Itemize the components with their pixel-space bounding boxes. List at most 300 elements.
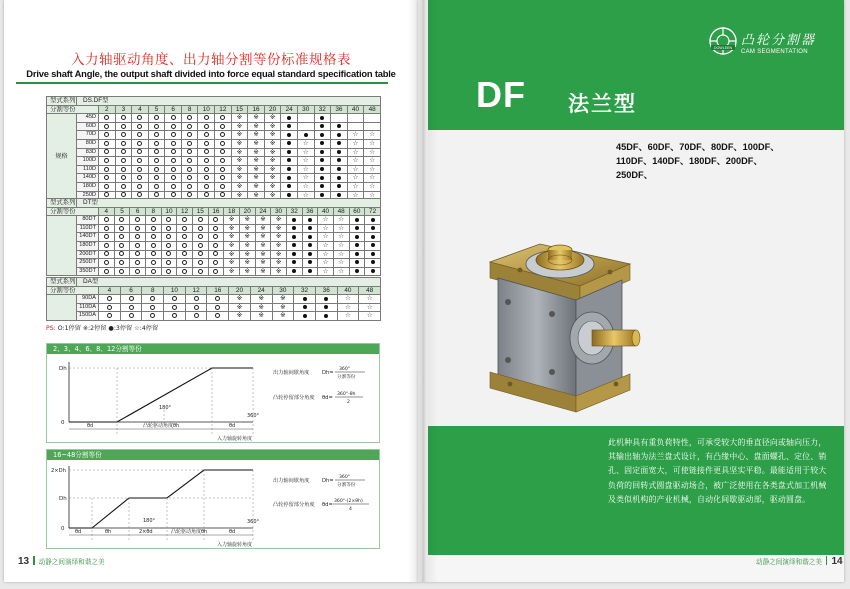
spec-cell xyxy=(148,182,165,191)
chart1-formula2-symbol: θd= xyxy=(322,395,333,401)
spec-cell: ※ xyxy=(255,250,271,259)
spec-cell xyxy=(164,295,186,304)
chart2-svg xyxy=(47,460,379,548)
division-header: 20 xyxy=(264,105,281,114)
spec-cell xyxy=(177,233,193,242)
spec-cell xyxy=(286,267,302,276)
spec-cell xyxy=(145,250,161,259)
spec-cell: ☆ xyxy=(347,182,364,191)
spec-cell xyxy=(331,148,348,157)
model-cell: 150DA xyxy=(77,312,99,321)
spec-cell xyxy=(164,303,186,312)
division-header: 15 xyxy=(231,105,248,114)
spec-cell: ※ xyxy=(239,250,255,259)
table-series-row xyxy=(47,97,381,106)
spec-cell: ☆ xyxy=(359,312,381,321)
chart1-x-axis-label: 入力轴旋转角度 xyxy=(217,436,253,442)
spec-cell xyxy=(192,250,208,259)
division-header: 40 xyxy=(347,105,364,114)
spec-cell: ☆ xyxy=(297,165,314,174)
product-description: 此机种具有重负荷特性，可承受较大的垂直径向或轴向压力，其输出轴为法兰盘式设计，有凸缘中心、盘面螺孔、定位、销孔、固定面宽大，可使链接件更具坚实平稳。最能适用于较大负荷的回转式圆盘驱动场合，被广泛使用在各类盘式加工机械及类似机构的产业机械，自动化间歇驱动部，驱动圆盘。 xyxy=(608,438,827,504)
spec-cell: ※ xyxy=(231,182,248,191)
spec-cell: ※ xyxy=(229,312,251,321)
spec-cell xyxy=(99,174,116,183)
table-row xyxy=(47,139,381,148)
spec-cell xyxy=(181,174,198,183)
spec-cell xyxy=(302,224,318,233)
spec-cell: ※ xyxy=(264,182,281,191)
spec-cell xyxy=(164,312,186,321)
brochure-spread xyxy=(4,0,844,582)
spec-cell xyxy=(314,148,331,157)
spec-cell: ※ xyxy=(229,303,251,312)
chart2-formula1-den: 分割等份 xyxy=(337,483,356,488)
table-divisions-row xyxy=(47,207,381,216)
spec-cell xyxy=(314,131,331,140)
model-cell: 80DT xyxy=(77,216,99,225)
model-cell: 83D xyxy=(77,148,99,157)
spec-cell xyxy=(130,224,146,233)
spec-cell: ※ xyxy=(231,122,248,131)
spec-cell xyxy=(215,122,232,131)
chart1-formula2-label: 凸轮停留部分角度 xyxy=(273,395,315,401)
spec-cell xyxy=(181,182,198,191)
spec-cell xyxy=(145,259,161,268)
chart1-x-end: 360° xyxy=(247,413,260,419)
spec-cell xyxy=(120,295,142,304)
spec-cell: ※ xyxy=(264,131,281,140)
chart2-x-mid: 180° xyxy=(143,518,156,524)
spec-cell: ☆ xyxy=(364,191,381,200)
table-row xyxy=(47,122,381,131)
left-page xyxy=(4,0,418,582)
chart1-svg xyxy=(47,354,379,442)
division-header: 30 xyxy=(271,207,287,216)
division-header: 8 xyxy=(181,105,198,114)
spec-cell: ☆ xyxy=(347,148,364,157)
model-cell: 180D xyxy=(77,182,99,191)
table-row xyxy=(47,165,381,174)
spec-cell xyxy=(286,250,302,259)
division-header: 36 xyxy=(315,286,337,295)
spec-cell xyxy=(297,131,314,140)
spec-cell xyxy=(148,139,165,148)
spec-cell xyxy=(99,312,121,321)
spec-cell xyxy=(331,114,348,123)
spec-cell xyxy=(315,295,337,304)
spec-cell xyxy=(331,157,348,166)
chart1-header: 2、3、4、6、8、12分割等份 xyxy=(47,344,379,354)
spec-cell xyxy=(365,259,381,268)
chart1-x-mid: 180° xyxy=(159,405,172,411)
spec-cell: ※ xyxy=(271,224,287,233)
spec-cell xyxy=(130,233,146,242)
spec-cell xyxy=(161,259,177,268)
spec-cell: ※ xyxy=(272,303,294,312)
division-header: 36 xyxy=(331,105,348,114)
spec-cell xyxy=(99,303,121,312)
division-header: 5 xyxy=(114,207,130,216)
spec-cell: ※ xyxy=(248,131,265,140)
table-row xyxy=(47,295,381,304)
spec-cell xyxy=(165,174,182,183)
model-list-line-1: 45DF、60DF、70DF、80DF、100DF、 xyxy=(616,142,780,152)
spec-cell xyxy=(297,114,314,123)
spec-cell xyxy=(115,114,132,123)
spec-cell xyxy=(115,174,132,183)
product-title-en: DF xyxy=(476,74,526,115)
division-header: 12 xyxy=(177,207,193,216)
spec-cell xyxy=(364,122,381,131)
spec-cell xyxy=(349,267,365,276)
spec-cell: ※ xyxy=(264,148,281,157)
brand-logo-icon xyxy=(708,26,738,56)
division-header: 30 xyxy=(297,105,314,114)
division-header: 12 xyxy=(185,286,207,295)
spec-cell xyxy=(181,139,198,148)
table-series-row xyxy=(47,199,381,208)
spec-cell xyxy=(145,216,161,225)
spec-cell xyxy=(99,131,116,140)
spec-cell xyxy=(165,157,182,166)
spec-cell xyxy=(130,259,146,268)
table-row xyxy=(47,267,381,276)
spec-cell xyxy=(302,267,318,276)
division-header: 6 xyxy=(120,286,142,295)
spec-cell xyxy=(181,122,198,131)
spec-cell xyxy=(181,165,198,174)
chart2-formula2-symbol: θd= xyxy=(322,502,333,508)
model-cell: 250DT xyxy=(77,259,99,268)
spec-cell xyxy=(314,174,331,183)
spec-cell xyxy=(148,122,165,131)
series-value: DT型 xyxy=(77,199,381,208)
spec-cell xyxy=(132,174,149,183)
table-row xyxy=(47,303,381,312)
spec-cell xyxy=(297,122,314,131)
spec-cell xyxy=(347,114,364,123)
spec-cell xyxy=(165,165,182,174)
spec-cell xyxy=(148,131,165,140)
spec-cell xyxy=(349,216,365,225)
spec-cell xyxy=(99,224,115,233)
spec-cell: ※ xyxy=(255,224,271,233)
spec-cell xyxy=(185,312,207,321)
table-divisions-row xyxy=(47,105,381,114)
chart2-formula1-symbol: Dh= xyxy=(322,478,334,484)
divisions-label: 分割等份 xyxy=(47,105,99,114)
chart2-x-end: 360° xyxy=(247,519,260,525)
spec-cell xyxy=(198,182,215,191)
spec-cell xyxy=(208,241,224,250)
spec-cell: ※ xyxy=(271,216,287,225)
spec-cell xyxy=(331,182,348,191)
spec-cell: ※ xyxy=(224,224,240,233)
spec-cell xyxy=(286,224,302,233)
spec-cell xyxy=(99,267,115,276)
spec-cell xyxy=(132,122,149,131)
spec-cell xyxy=(177,259,193,268)
spec-cell xyxy=(132,165,149,174)
spec-cell xyxy=(281,148,298,157)
spec-cell: ☆ xyxy=(297,157,314,166)
spec-cell: ※ xyxy=(248,174,265,183)
spec-cell xyxy=(185,303,207,312)
spec-cell xyxy=(185,295,207,304)
right-page xyxy=(418,0,844,582)
spec-cell xyxy=(161,267,177,276)
chart1-formula1-symbol: Dh= xyxy=(322,370,334,376)
divisions-label: 分割等份 xyxy=(47,207,99,216)
chart1-formula1-label: 出力轴间歇角度 xyxy=(273,370,310,376)
spec-cell xyxy=(99,139,116,148)
model-cell: 100D xyxy=(77,157,99,166)
legend-item-2: ※:2停留 xyxy=(82,325,107,332)
division-header: 48 xyxy=(333,207,349,216)
spec-cell xyxy=(314,139,331,148)
spec-cell xyxy=(215,139,232,148)
divisions-label: 分割等份 xyxy=(47,286,99,295)
table-row xyxy=(47,224,381,233)
spec-cell: ☆ xyxy=(318,224,334,233)
spec-cell xyxy=(132,114,149,123)
spec-cell xyxy=(148,174,165,183)
spec-cell xyxy=(331,174,348,183)
spec-cell xyxy=(314,165,331,174)
spec-cell xyxy=(208,224,224,233)
spec-cell xyxy=(99,114,116,123)
spec-cell xyxy=(294,295,316,304)
spec-cell: ※ xyxy=(271,233,287,242)
spec-cell: ※ xyxy=(231,139,248,148)
division-header: 16 xyxy=(248,105,265,114)
spec-cell: ※ xyxy=(255,259,271,268)
spec-cell xyxy=(120,312,142,321)
spec-cell xyxy=(314,157,331,166)
chart2-theta-h: 凸轮驱动角度θh xyxy=(171,529,208,535)
model-cell: 180DT xyxy=(77,241,99,250)
division-header: 8 xyxy=(142,286,164,295)
spec-cell xyxy=(148,165,165,174)
model-cell: 110DA xyxy=(77,303,99,312)
spec-cell xyxy=(281,122,298,131)
spec-cell xyxy=(314,114,331,123)
spec-cell xyxy=(192,216,208,225)
chart2-formula2-label: 凸轮停留部分角度 xyxy=(273,502,315,508)
spec-cell xyxy=(365,250,381,259)
brand-badge-text: DOWLEEN xyxy=(713,46,733,50)
spec-cell: ※ xyxy=(231,165,248,174)
division-header: 48 xyxy=(359,286,381,295)
spec-cell: ※ xyxy=(255,216,271,225)
spec-cell xyxy=(281,114,298,123)
spec-cell xyxy=(148,157,165,166)
series-label: 型式系列 xyxy=(47,97,77,106)
spec-cell xyxy=(331,165,348,174)
spec-cell xyxy=(286,259,302,268)
spec-cell xyxy=(198,122,215,131)
table-series-row xyxy=(47,278,381,287)
spec-cell xyxy=(315,303,337,312)
spec-cell xyxy=(192,267,208,276)
table-row xyxy=(47,174,381,183)
spec-cell: ※ xyxy=(231,191,248,200)
spec-cell xyxy=(130,241,146,250)
spec-cell: ※ xyxy=(248,139,265,148)
spec-cell xyxy=(349,241,365,250)
spec-cell xyxy=(132,182,149,191)
model-cell: 90DA xyxy=(77,295,99,304)
division-header: 30 xyxy=(272,286,294,295)
spec-cell xyxy=(115,157,132,166)
spec-cell xyxy=(315,312,337,321)
spec-cell: ☆ xyxy=(347,157,364,166)
spec-cell: ※ xyxy=(239,216,255,225)
spec-cell xyxy=(198,114,215,123)
spec-cell xyxy=(281,157,298,166)
spec-cell: ☆ xyxy=(337,295,359,304)
series-value: DS.DF型 xyxy=(77,97,381,106)
spec-cell xyxy=(161,224,177,233)
division-header: 24 xyxy=(281,105,298,114)
spec-cell xyxy=(192,224,208,233)
spec-cell xyxy=(208,250,224,259)
spec-cell: ☆ xyxy=(347,165,364,174)
spec-cell: ☆ xyxy=(364,174,381,183)
spec-cell: ☆ xyxy=(333,267,349,276)
chart2-header: 16~48分割等份 xyxy=(47,450,379,460)
left-page-number: 13 xyxy=(18,556,30,567)
spec-cell: ☆ xyxy=(333,233,349,242)
spec-cell: ☆ xyxy=(337,303,359,312)
spec-cell: ☆ xyxy=(318,259,334,268)
legend-item-3: ●:3停留 xyxy=(108,325,133,332)
spec-cell: ※ xyxy=(272,312,294,321)
spec-cell xyxy=(114,241,130,250)
spec-cell xyxy=(198,148,215,157)
spec-cell xyxy=(148,114,165,123)
spec-cell xyxy=(181,131,198,140)
spec-cell xyxy=(165,114,182,123)
spec-cell: ※ xyxy=(248,148,265,157)
table-row xyxy=(47,259,381,268)
spec-cell xyxy=(161,233,177,242)
spec-cell xyxy=(145,233,161,242)
spec-cell: ☆ xyxy=(347,139,364,148)
spec-cell: ※ xyxy=(264,174,281,183)
spec-cell: ※ xyxy=(239,267,255,276)
spec-cell: ☆ xyxy=(337,312,359,321)
division-header: 24 xyxy=(255,207,271,216)
spec-cell xyxy=(99,148,116,157)
chart2-theta-d-a: θd xyxy=(75,529,82,535)
table-row xyxy=(47,312,381,321)
spec-cell xyxy=(215,114,232,123)
spec-cell xyxy=(177,267,193,276)
spec-cell xyxy=(349,233,365,242)
spec-cell: ※ xyxy=(248,165,265,174)
spec-cell: ☆ xyxy=(347,131,364,140)
spec-cell xyxy=(207,303,229,312)
spec-cell xyxy=(208,216,224,225)
division-header: 60 xyxy=(349,207,365,216)
table-row xyxy=(47,233,381,242)
spec-cell: ※ xyxy=(224,241,240,250)
spec-cell xyxy=(165,122,182,131)
spec-cell xyxy=(99,233,115,242)
spec-cell xyxy=(120,303,142,312)
chart2-motion-curve xyxy=(69,470,253,528)
spec-cell xyxy=(365,267,381,276)
spec-cell: ※ xyxy=(255,267,271,276)
spec-cell xyxy=(286,241,302,250)
model-cell: 110DT xyxy=(77,224,99,233)
table-divisions-row xyxy=(47,286,381,295)
spec-cell: ※ xyxy=(224,267,240,276)
spec-cell xyxy=(114,267,130,276)
chart1-theta-d-right: θd xyxy=(229,423,236,429)
spec-cell xyxy=(198,174,215,183)
spec-cell: ☆ xyxy=(297,174,314,183)
chart1-motion-curve xyxy=(69,368,253,422)
division-header: 4 xyxy=(99,286,121,295)
spec-cell xyxy=(165,131,182,140)
spec-cell xyxy=(99,122,116,131)
spec-cell xyxy=(130,250,146,259)
model-cell: 70D xyxy=(77,131,99,140)
division-header: 40 xyxy=(337,286,359,295)
spec-cell xyxy=(302,259,318,268)
spec-cell xyxy=(132,139,149,148)
spec-cell xyxy=(181,148,198,157)
spec-cell xyxy=(177,224,193,233)
spec-cell: ☆ xyxy=(364,165,381,174)
spec-cell xyxy=(208,267,224,276)
spec-cell: ※ xyxy=(255,241,271,250)
model-cell: 250D xyxy=(77,191,99,200)
spec-cell: ☆ xyxy=(364,131,381,140)
spec-cell: ☆ xyxy=(297,139,314,148)
spec-cell xyxy=(365,224,381,233)
spec-cell xyxy=(302,216,318,225)
series-label: 型式系列 xyxy=(47,278,77,287)
spec-cell xyxy=(331,139,348,148)
table-row xyxy=(47,131,381,140)
spec-cell: ☆ xyxy=(333,216,349,225)
chart1-formula1-den: 分割等份 xyxy=(337,375,356,380)
spec-cell xyxy=(198,131,215,140)
legend-ps: PS: xyxy=(46,325,56,332)
spec-cell xyxy=(294,303,316,312)
spec-cell xyxy=(142,295,164,304)
spec-cell: ☆ xyxy=(347,191,364,200)
chart2-zero: 0 xyxy=(61,526,65,532)
table-row xyxy=(47,148,381,157)
chart2-x-axis-label: 入力轴旋转角度 xyxy=(217,542,253,548)
spec-cell xyxy=(302,233,318,242)
spec-cell xyxy=(181,157,198,166)
right-page-footer xyxy=(756,556,843,567)
model-list-line-3: 250DF、 xyxy=(616,170,653,180)
spec-cell: ☆ xyxy=(297,148,314,157)
spec-cell xyxy=(198,139,215,148)
spec-cell xyxy=(215,157,232,166)
spec-cell: ☆ xyxy=(364,157,381,166)
spec-cell xyxy=(207,295,229,304)
spec-cell: ※ xyxy=(250,295,272,304)
chart1-zero: 0 xyxy=(61,420,65,426)
spec-cell: ☆ xyxy=(333,250,349,259)
